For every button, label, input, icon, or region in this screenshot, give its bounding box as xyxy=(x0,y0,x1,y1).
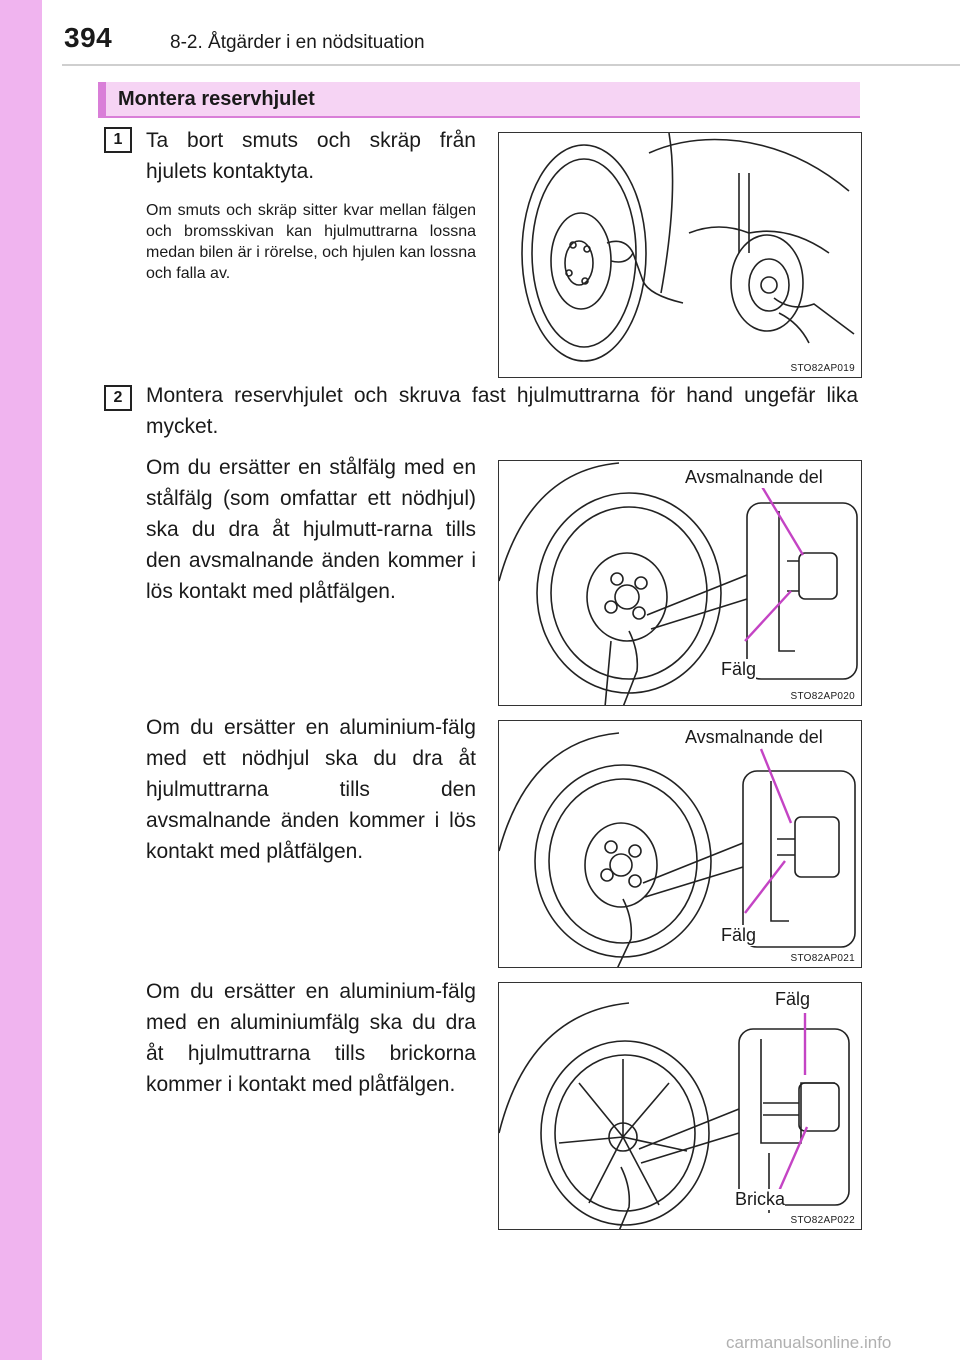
figure-alu-alu xyxy=(498,982,862,1230)
step-1-note: Om smuts och skräp sitter kvar mellan fälgen och bromsskivan kan hjulmuttrarna lossna medan bilen är i rörelse, och hjulen kan lossna och falla av. xyxy=(146,202,476,282)
case-steel-text: Om du ersätter en stålfälg med en stålfälg (som omfattar ett nödhjul) ska du dra åt hjulmutt-rarna tills den avsmalnande änden kommer i lös kontakt med plåtfälgen. xyxy=(146,456,476,603)
figure-code: STO82AP019 xyxy=(790,363,855,374)
step-1-text: Ta bort smuts och skräp från hjulets kontaktyta. xyxy=(146,129,476,183)
figure-alu-spare xyxy=(498,720,862,968)
callout-rim: Fälg xyxy=(721,659,757,679)
figure-steel-rim xyxy=(498,460,862,706)
callout-rim: Fälg xyxy=(775,989,811,1009)
header-divider xyxy=(62,64,960,66)
figure-clean-hub xyxy=(498,132,862,378)
callout-washer: Bricka xyxy=(735,1189,786,1209)
step-number-1: 1 xyxy=(104,127,132,153)
callout-rim: Fälg xyxy=(721,925,757,945)
step-2-text: Montera reservhjulet och skruva fast hjulmuttrarna för hand ungefär lika mycket. xyxy=(146,384,858,438)
aluminium-spare-illustration xyxy=(499,721,862,968)
watermark: carmanualsonline.info xyxy=(726,1333,892,1352)
step-number-2: 2 xyxy=(104,385,132,411)
section-header xyxy=(98,82,860,118)
page-number: 394 xyxy=(64,22,113,53)
figure-code: STO82AP020 xyxy=(790,691,855,702)
wheel-cleaning-illustration xyxy=(499,133,862,378)
callout-tapered-part: Avsmalnande del xyxy=(685,727,823,747)
chapter-sidebar xyxy=(0,0,42,1360)
aluminium-wheel-illustration xyxy=(499,983,862,1230)
case-alu-alu-text: Om du ersätter en aluminium-fälg med en aluminiumfälg ska du dra åt hjulmuttrarna tills brickorna kommer i kontakt med plåtfälgen. xyxy=(146,980,476,1096)
figure-code: STO82AP022 xyxy=(790,1215,855,1226)
figure-code: STO82AP021 xyxy=(790,953,855,964)
callout-tapered-part: Avsmalnande del xyxy=(685,467,823,487)
case-alu-spare-text: Om du ersätter en aluminium-fälg med ett nödhjul ska du dra åt hjulmuttrarna tills den avsmalnande änden kommer i lös kontakt med plåtfälgen. xyxy=(146,716,476,863)
steel-wheel-illustration xyxy=(499,461,862,706)
section-title: Montera reservhjulet xyxy=(118,88,315,110)
chapter-title: 8-2. Åtgärder i en nödsituation xyxy=(170,32,425,53)
